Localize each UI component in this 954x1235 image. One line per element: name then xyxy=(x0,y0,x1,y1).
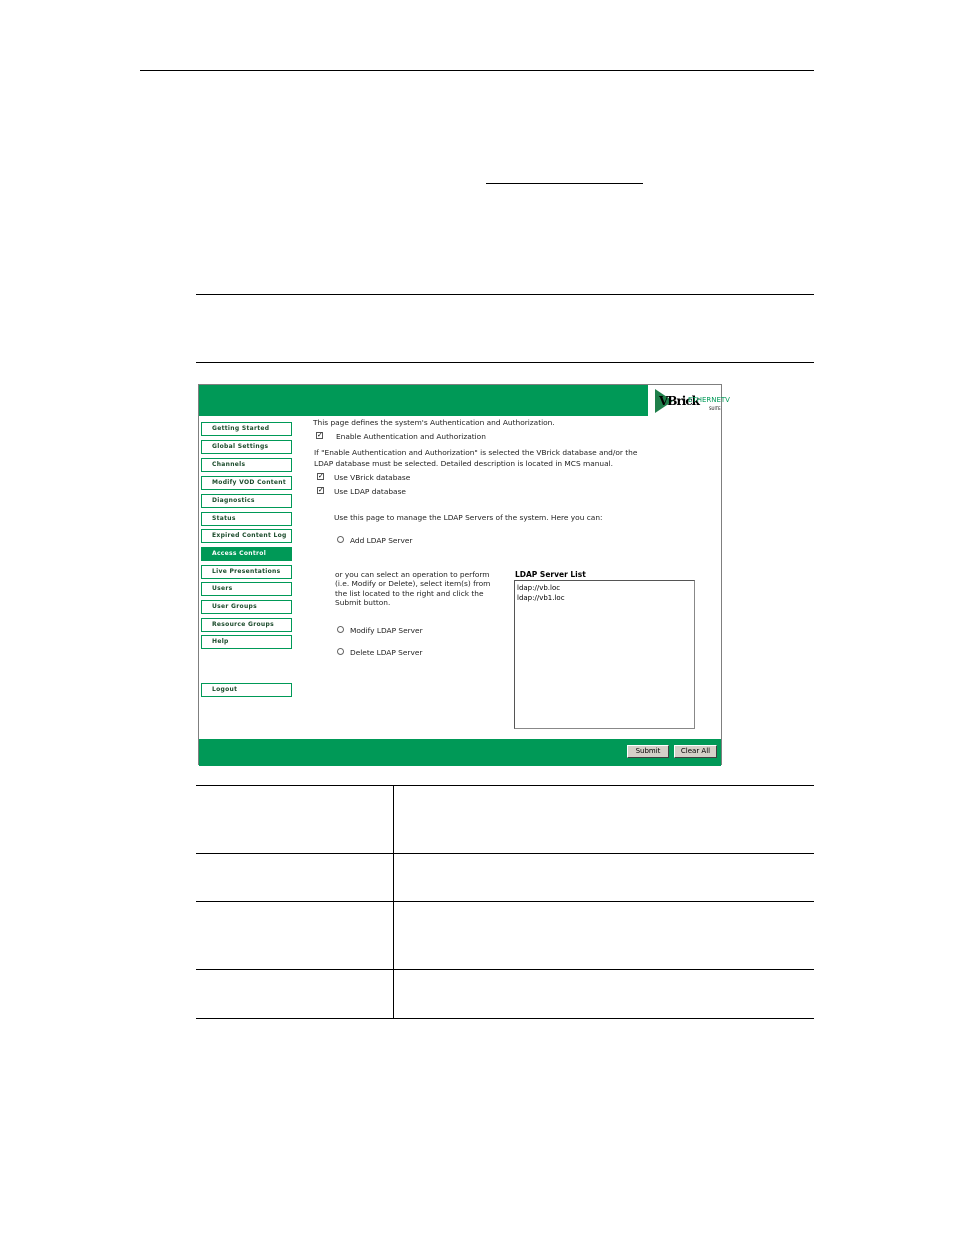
operation-text-3: the list located to the right and click the xyxy=(335,589,484,598)
logo-product: ETHERNETV xyxy=(688,396,730,404)
sidebar-item-access-control[interactable]: Access Control xyxy=(201,547,292,561)
delete-ldap-radio[interactable] xyxy=(337,648,344,655)
submit-button[interactable]: Submit xyxy=(627,745,669,758)
enable-auth-label: Enable Authentication and Authorization xyxy=(336,432,486,441)
use-ldap-db-label: Use LDAP database xyxy=(334,487,406,496)
sidebar-item-users[interactable]: Users xyxy=(201,582,292,596)
logo-brand: VBrick xyxy=(659,394,699,408)
sidebar-item-modify-vod-content[interactable]: Modify VOD Content xyxy=(201,476,292,490)
delete-ldap-label: Delete LDAP Server xyxy=(350,648,423,657)
logo-suite: SUITE xyxy=(709,406,721,411)
table-rule xyxy=(196,785,814,786)
note-line-2: LDAP database must be selected. Detailed description is located in MCS manual. xyxy=(314,459,614,468)
operation-text-2: (i.e. Modify or Delete), select item(s) from xyxy=(335,579,491,588)
table-rule xyxy=(196,901,814,902)
list-item[interactable]: ldap://vb.loc xyxy=(517,584,561,592)
sidebar-item-getting-started[interactable]: Getting Started xyxy=(201,422,292,436)
sidebar-item-global-settings[interactable]: Global Settings xyxy=(201,440,292,454)
modify-ldap-label: Modify LDAP Server xyxy=(350,626,423,635)
header-rule xyxy=(140,70,814,71)
use-vbrick-db-label: Use VBrick database xyxy=(334,473,411,482)
table-rule xyxy=(196,1018,814,1019)
table-column-divider xyxy=(393,785,394,1018)
hyperlink-underline xyxy=(486,183,643,184)
sidebar-item-resource-groups[interactable]: Resource Groups xyxy=(201,618,292,632)
clear-all-button[interactable]: Clear All xyxy=(674,745,717,758)
sidebar-item-help[interactable]: Help xyxy=(201,635,292,649)
operation-text-1: or you can select an operation to perform xyxy=(335,570,490,579)
note-line-1: If "Enable Authentication and Authorization" is selected the VBrick database and/or the xyxy=(314,448,638,457)
note-rule-top xyxy=(196,294,814,295)
bottom-bar xyxy=(199,739,721,766)
add-ldap-label: Add LDAP Server xyxy=(350,536,413,545)
list-item[interactable]: ldap://vb1.loc xyxy=(517,594,565,602)
ldap-server-list-title: LDAP Server List xyxy=(515,570,586,579)
logout-button[interactable]: Logout xyxy=(201,683,292,697)
top-banner xyxy=(199,385,648,416)
vbrick-logo xyxy=(653,387,730,417)
manage-ldap-text: Use this page to manage the LDAP Servers of the system. Here you can: xyxy=(334,513,603,522)
add-ldap-radio[interactable] xyxy=(337,536,344,543)
sidebar-item-channels[interactable]: Channels xyxy=(201,458,292,472)
intro-text: This page defines the system's Authentication and Authorization. xyxy=(313,418,555,427)
use-ldap-db-checkbox[interactable]: ✓ xyxy=(318,486,324,494)
sidebar-item-expired-content-log[interactable]: Expired Content Log xyxy=(201,529,292,543)
table-rule xyxy=(196,969,814,970)
enable-auth-checkbox[interactable]: ✓ xyxy=(317,431,323,439)
use-vbrick-db-checkbox[interactable]: ✓ xyxy=(318,472,324,480)
ldap-server-listbox[interactable] xyxy=(514,580,695,729)
modify-ldap-radio[interactable] xyxy=(337,626,344,633)
table-rule xyxy=(196,853,814,854)
sidebar-item-user-groups[interactable]: User Groups xyxy=(201,600,292,614)
access-control-screen xyxy=(198,384,730,765)
sidebar-item-live-presentations[interactable]: Live Presentations xyxy=(201,565,292,579)
operation-text-4: Submit button. xyxy=(335,598,391,607)
note-rule-bottom xyxy=(196,362,814,363)
sidebar-item-diagnostics[interactable]: Diagnostics xyxy=(201,494,292,508)
sidebar-item-status[interactable]: Status xyxy=(201,512,292,526)
